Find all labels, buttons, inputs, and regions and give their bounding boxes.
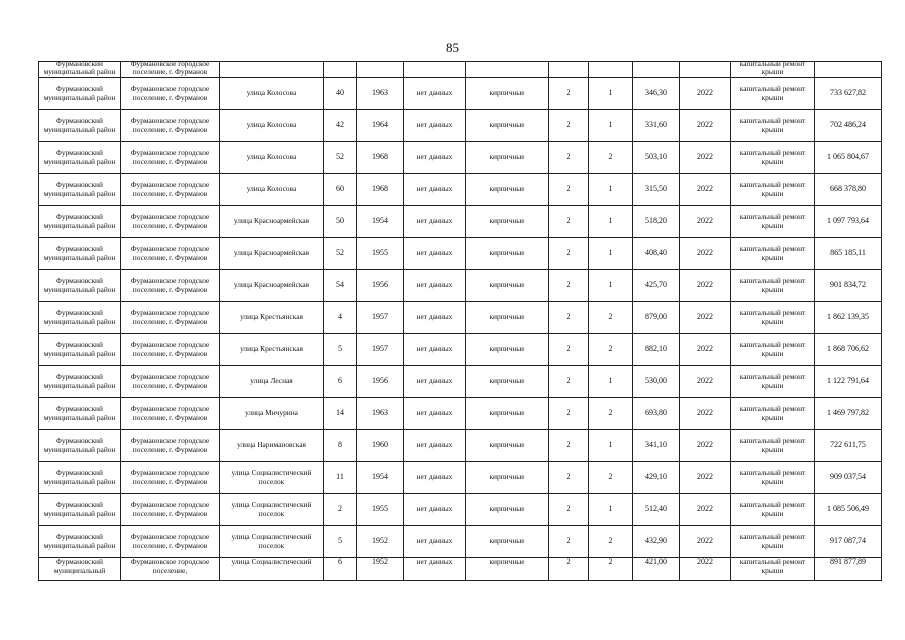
cell-text: кирпичные — [489, 557, 525, 566]
cell-text: 2 — [608, 557, 613, 566]
cell-house — [324, 558, 357, 581]
cell-area: 315,50 — [633, 174, 680, 206]
cell-floors: 2 — [549, 238, 589, 270]
cell-area — [633, 62, 680, 78]
cell-year-commission: нет данных — [404, 174, 466, 206]
cell-street — [220, 558, 324, 581]
table-row-partial-top — [39, 62, 882, 78]
cell-year-repair: 2022 — [680, 430, 731, 462]
table-body — [39, 58, 882, 581]
cell-house: 40 — [324, 78, 357, 110]
cell-settlement: Фурмановское городское поселение, г. Фурманов — [121, 430, 220, 462]
cell-cost: 1 862 139,35 — [815, 302, 882, 334]
cell-text: 1952 — [372, 557, 388, 566]
cell-text: 6 — [338, 557, 342, 566]
cell-area: 518,20 — [633, 206, 680, 238]
cell-house: 5 — [324, 526, 357, 558]
repair-program-table — [38, 58, 882, 581]
cell-wall-material: кирпичные — [466, 302, 549, 334]
cell-text: улица Социалистический — [231, 557, 312, 566]
cell-settlement: Фурмановское городское поселение, г. Фурманов — [121, 494, 220, 526]
cell-wall-material — [466, 62, 549, 78]
cell-year-built: 1952 — [357, 526, 404, 558]
cell-work-type: капитальный ремонт крыши — [731, 142, 815, 174]
cell-wall-material: кирпичные — [466, 238, 549, 270]
cell-street: улица Колосова — [220, 174, 324, 206]
cell-work-type — [731, 558, 815, 581]
table-row — [39, 366, 882, 398]
cell-settlement: Фурмановское городское поселение, г. Фурманов — [121, 206, 220, 238]
cell-street: улица Социалистический поселок — [220, 462, 324, 494]
table-row — [39, 110, 882, 142]
cell-year-built: 1964 — [357, 110, 404, 142]
cell-cost: 901 834,72 — [815, 270, 882, 302]
cell-entrances: 1 — [589, 110, 633, 142]
cell-year-commission: нет данных — [404, 302, 466, 334]
cell-entrances: 2 — [589, 526, 633, 558]
cell-year-repair: 2022 — [680, 238, 731, 270]
cell-area: 512,40 — [633, 494, 680, 526]
cell-text: Фурмановское городское поселение, — [130, 557, 210, 575]
cell-entrances: 2 — [589, 334, 633, 366]
cell-wall-material — [466, 558, 549, 581]
table-row — [39, 302, 882, 334]
cell-year-built: 1956 — [357, 270, 404, 302]
cell-work-type: капитальный ремонт крыши — [731, 270, 815, 302]
cell-district: Фурмановский муниципальный район — [39, 270, 121, 302]
cell-year-built: 1957 — [357, 334, 404, 366]
cell-street: улица Лесная — [220, 366, 324, 398]
cell-cost: 1 085 506,49 — [815, 494, 882, 526]
cell-house: 6 — [324, 366, 357, 398]
cell-area: 331,60 — [633, 110, 680, 142]
cell-settlement — [121, 558, 220, 581]
cell-cost: 702 486,24 — [815, 110, 882, 142]
cell-district: Фурмановский муниципальный район — [39, 142, 121, 174]
cell-street: улица Колосова — [220, 78, 324, 110]
cell-entrances: 1 — [589, 174, 633, 206]
cell-settlement: Фурмановское городское поселение, г. Фурманов — [121, 270, 220, 302]
cell-street: улица Красноармейская — [220, 206, 324, 238]
cell-floors: 2 — [549, 78, 589, 110]
cell-cost: 733 627,82 — [815, 78, 882, 110]
table-row — [39, 494, 882, 526]
cell-year-commission: нет данных — [404, 206, 466, 238]
cell-floors — [549, 558, 589, 581]
cell-year-built: 1963 — [357, 398, 404, 430]
cell-year-built: 1954 — [357, 206, 404, 238]
cell-district: Фурмановский муниципальный район — [39, 302, 121, 334]
cell-year-repair: 2022 — [680, 526, 731, 558]
cell-year-repair: 2022 — [680, 142, 731, 174]
cell-work-type: капитальный ремонт крыши — [731, 238, 815, 270]
cell-work-type: капитальный ремонт крыши — [731, 78, 815, 110]
cell-year-built: 1957 — [357, 302, 404, 334]
cell-cost: 917 087,74 — [815, 526, 882, 558]
cell-floors: 2 — [549, 110, 589, 142]
cell-settlement: Фурмановское городское поселение, г. Фурманов — [121, 398, 220, 430]
cell-floors: 2 — [549, 494, 589, 526]
cell-settlement: Фурмановское городское поселение, г. Фурманов — [121, 174, 220, 206]
cell-house: 4 — [324, 302, 357, 334]
cell-year-commission — [404, 62, 466, 78]
cell-district: Фурмановский муниципальный район — [39, 462, 121, 494]
cell-district: Фурмановский муниципальный район — [39, 366, 121, 398]
cell-year-commission — [404, 558, 466, 581]
cell-entrances: 1 — [589, 430, 633, 462]
cell-year-repair: 2022 — [680, 206, 731, 238]
cell-floors: 2 — [549, 398, 589, 430]
cell-text: 2022 — [697, 557, 713, 566]
table-row — [39, 398, 882, 430]
cell-year-repair — [680, 62, 731, 78]
cell-district: Фурмановский муниципальный район — [39, 110, 121, 142]
cell-street: улица Наримановская — [220, 430, 324, 462]
cell-floors: 2 — [549, 366, 589, 398]
cell-year-repair: 2022 — [680, 302, 731, 334]
cell-text: Фурмановский муниципальный — [53, 557, 106, 575]
cell-house: 50 — [324, 206, 357, 238]
cell-year-repair: 2022 — [680, 398, 731, 430]
page-number: 85 — [446, 40, 459, 55]
repair-program-table-container — [38, 58, 869, 585]
cell-wall-material: кирпичные — [466, 78, 549, 110]
cell-area: 503,10 — [633, 142, 680, 174]
cell-year-built: 1954 — [357, 462, 404, 494]
cell-street: улица Колосова — [220, 110, 324, 142]
cell-entrances — [589, 62, 633, 78]
table-row — [39, 206, 882, 238]
cell-work-type: капитальный ремонт крыши — [731, 174, 815, 206]
cell-entrances: 1 — [589, 366, 633, 398]
cell-cost: 1 097 793,64 — [815, 206, 882, 238]
cell-text: 421,00 — [645, 557, 667, 566]
cell-settlement: Фурмановское городское поселение, г. Фурманов — [121, 142, 220, 174]
cell-year-built: 1968 — [357, 174, 404, 206]
cell-entrances: 1 — [589, 494, 633, 526]
cell-street: улица Социалистический поселок — [220, 526, 324, 558]
cell-district: Фурмановский муниципальный район — [39, 398, 121, 430]
cell-cost: 865 185,11 — [815, 238, 882, 270]
cell-cost: 1 122 791,64 — [815, 366, 882, 398]
cell-year-commission: нет данных — [404, 494, 466, 526]
cell-house — [324, 62, 357, 78]
cell-area: 408,40 — [633, 238, 680, 270]
cell-year-repair: 2022 — [680, 462, 731, 494]
cell-cost — [815, 62, 882, 78]
cell-area: 693,80 — [633, 398, 680, 430]
cell-floors: 2 — [549, 334, 589, 366]
cell-year-repair: 2022 — [680, 174, 731, 206]
cell-work-type: капитальный ремонт крыши — [731, 494, 815, 526]
cell-house: 52 — [324, 238, 357, 270]
cell-house: 54 — [324, 270, 357, 302]
cell-text: 891 877,89 — [830, 557, 866, 566]
cell-entrances: 2 — [589, 142, 633, 174]
cell-floors: 2 — [549, 270, 589, 302]
cell-settlement: Фурмановское городское поселение, г. Фурманов — [121, 110, 220, 142]
cell-wall-material: кирпичные — [466, 526, 549, 558]
cell-district: Фурмановский муниципальный район — [39, 174, 121, 206]
cell-cost: 1 469 797,82 — [815, 398, 882, 430]
cell-entrances: 1 — [589, 238, 633, 270]
cell-text: нет данных — [416, 557, 453, 566]
cell-text: 2 — [566, 557, 571, 566]
cell-cost — [815, 558, 882, 581]
cell-floors: 2 — [549, 302, 589, 334]
cell-district: Фурмановский муниципальный район — [39, 238, 121, 270]
cell-house: 8 — [324, 430, 357, 462]
cell-year-built: 1960 — [357, 430, 404, 462]
cell-work-type: капитальный ремонт крыши — [731, 302, 815, 334]
cell-wall-material: кирпичные — [466, 334, 549, 366]
cell-wall-material: кирпичные — [466, 174, 549, 206]
cell-settlement — [121, 58, 220, 78]
cell-settlement: Фурмановское городское поселение, г. Фурманов — [121, 78, 220, 110]
cell-settlement: Фурмановское городское поселение, г. Фурманов — [121, 334, 220, 366]
cell-work-type: капитальный ремонт крыши — [731, 110, 815, 142]
cell-year-commission: нет данных — [404, 398, 466, 430]
cell-year-repair: 2022 — [680, 494, 731, 526]
cell-cost: 1 868 706,62 — [815, 334, 882, 366]
cell-work-type: капитальный ремонт крыши — [731, 206, 815, 238]
cell-year-built: 1956 — [357, 366, 404, 398]
cell-cost: 722 611,75 — [815, 430, 882, 462]
cell-entrances: 1 — [589, 206, 633, 238]
cell-year-built: 1955 — [357, 494, 404, 526]
cell-year-commission: нет данных — [404, 142, 466, 174]
cell-area: 882,10 — [633, 334, 680, 366]
cell-floors: 2 — [549, 174, 589, 206]
cell-wall-material: кирпичные — [466, 462, 549, 494]
table-row — [39, 270, 882, 302]
cell-year-commission: нет данных — [404, 78, 466, 110]
table-row — [39, 78, 882, 110]
cell-district: Фурмановский муниципальный район — [39, 78, 121, 110]
cell-settlement: Фурмановское городское поселение, г. Фурманов — [121, 462, 220, 494]
cell-year-built — [357, 558, 404, 581]
table-row — [39, 238, 882, 270]
cell-text: капитальный ремонт крыши — [739, 557, 806, 575]
cell-area: 432,90 — [633, 526, 680, 558]
table-row — [39, 174, 882, 206]
cell-year-built: 1963 — [357, 78, 404, 110]
cell-wall-material: кирпичные — [466, 366, 549, 398]
cell-area: 425,70 — [633, 270, 680, 302]
cell-entrances: 2 — [589, 462, 633, 494]
cell-text: капитальный ремонт крыши — [739, 58, 806, 77]
cell-wall-material: кирпичные — [466, 494, 549, 526]
table-row-partial-bottom — [39, 558, 882, 581]
cell-entrances: 1 — [589, 78, 633, 110]
cell-house: 42 — [324, 110, 357, 142]
cell-year-commission: нет данных — [404, 270, 466, 302]
cell-floors: 2 — [549, 462, 589, 494]
cell-cost: 668 378,80 — [815, 174, 882, 206]
cell-year-commission: нет данных — [404, 366, 466, 398]
cell-floors: 2 — [549, 526, 589, 558]
cell-house: 2 — [324, 494, 357, 526]
cell-floors: 2 — [549, 206, 589, 238]
cell-district: Фурмановский муниципальный район — [39, 206, 121, 238]
cell-entrances: 2 — [589, 302, 633, 334]
cell-house: 14 — [324, 398, 357, 430]
cell-wall-material: кирпичные — [466, 270, 549, 302]
cell-area: 530,00 — [633, 366, 680, 398]
cell-year-built: 1968 — [357, 142, 404, 174]
cell-floors: 2 — [549, 142, 589, 174]
cell-street: улица Красноармейская — [220, 270, 324, 302]
cell-year-commission: нет данных — [404, 334, 466, 366]
cell-year-built: 1955 — [357, 238, 404, 270]
cell-wall-material: кирпичные — [466, 206, 549, 238]
cell-year-commission: нет данных — [404, 526, 466, 558]
cell-floors: 2 — [549, 430, 589, 462]
cell-settlement: Фурмановское городское поселение, г. Фурманов — [121, 366, 220, 398]
cell-settlement: Фурмановское городское поселение, г. Фурманов — [121, 302, 220, 334]
cell-house: 52 — [324, 142, 357, 174]
cell-district: Фурмановский муниципальный район — [39, 494, 121, 526]
cell-entrances — [589, 558, 633, 581]
cell-cost: 909 037,54 — [815, 462, 882, 494]
cell-year-repair: 2022 — [680, 270, 731, 302]
cell-work-type: капитальный ремонт крыши — [731, 334, 815, 366]
cell-entrances: 2 — [589, 398, 633, 430]
cell-work-type — [731, 58, 815, 78]
cell-street: улица Мичурина — [220, 398, 324, 430]
cell-text: Фурмановский муниципальный район — [43, 58, 116, 77]
cell-year-repair: 2022 — [680, 110, 731, 142]
cell-area — [633, 558, 680, 581]
cell-year-repair: 2022 — [680, 334, 731, 366]
cell-district — [39, 558, 121, 581]
cell-work-type: капитальный ремонт крыши — [731, 398, 815, 430]
cell-work-type: капитальный ремонт крыши — [731, 462, 815, 494]
cell-work-type: капитальный ремонт крыши — [731, 366, 815, 398]
cell-district: Фурмановский муниципальный район — [39, 334, 121, 366]
cell-work-type: капитальный ремонт крыши — [731, 526, 815, 558]
cell-year-commission: нет данных — [404, 110, 466, 142]
cell-work-type: капитальный ремонт крыши — [731, 430, 815, 462]
cell-street: улица Социалистический поселок — [220, 494, 324, 526]
table-row — [39, 526, 882, 558]
cell-street — [220, 62, 324, 78]
table-row — [39, 462, 882, 494]
cell-house: 5 — [324, 334, 357, 366]
cell-wall-material: кирпичные — [466, 142, 549, 174]
cell-year-commission: нет данных — [404, 462, 466, 494]
cell-street: улица Красноармейская — [220, 238, 324, 270]
table-row — [39, 142, 882, 174]
cell-wall-material: кирпичные — [466, 110, 549, 142]
cell-year-commission: нет данных — [404, 430, 466, 462]
table-row — [39, 430, 882, 462]
cell-house: 11 — [324, 462, 357, 494]
cell-year-repair: 2022 — [680, 366, 731, 398]
cell-wall-material: кирпичные — [466, 430, 549, 462]
cell-year-commission: нет данных — [404, 238, 466, 270]
cell-wall-material: кирпичные — [466, 398, 549, 430]
cell-entrances: 1 — [589, 270, 633, 302]
cell-street: улица Крестьянская — [220, 334, 324, 366]
cell-year-repair — [680, 558, 731, 581]
cell-year-repair: 2022 — [680, 78, 731, 110]
cell-area: 346,30 — [633, 78, 680, 110]
cell-area: 341,10 — [633, 430, 680, 462]
cell-street: улица Колосова — [220, 142, 324, 174]
cell-year-built — [357, 62, 404, 78]
cell-settlement: Фурмановское городское поселение, г. Фурманов — [121, 238, 220, 270]
cell-cost: 1 065 804,67 — [815, 142, 882, 174]
cell-district — [39, 58, 121, 78]
table-row — [39, 334, 882, 366]
cell-district: Фурмановский муниципальный район — [39, 430, 121, 462]
cell-district: Фурмановский муниципальный район — [39, 526, 121, 558]
cell-floors — [549, 62, 589, 78]
cell-street: улица Крестьянская — [220, 302, 324, 334]
cell-text: Фурмановское городское поселение, г. Фурманов — [130, 58, 210, 77]
cell-area: 429,10 — [633, 462, 680, 494]
cell-area: 879,00 — [633, 302, 680, 334]
cell-settlement: Фурмановское городское поселение, г. Фурманов — [121, 526, 220, 558]
cell-house: 60 — [324, 174, 357, 206]
